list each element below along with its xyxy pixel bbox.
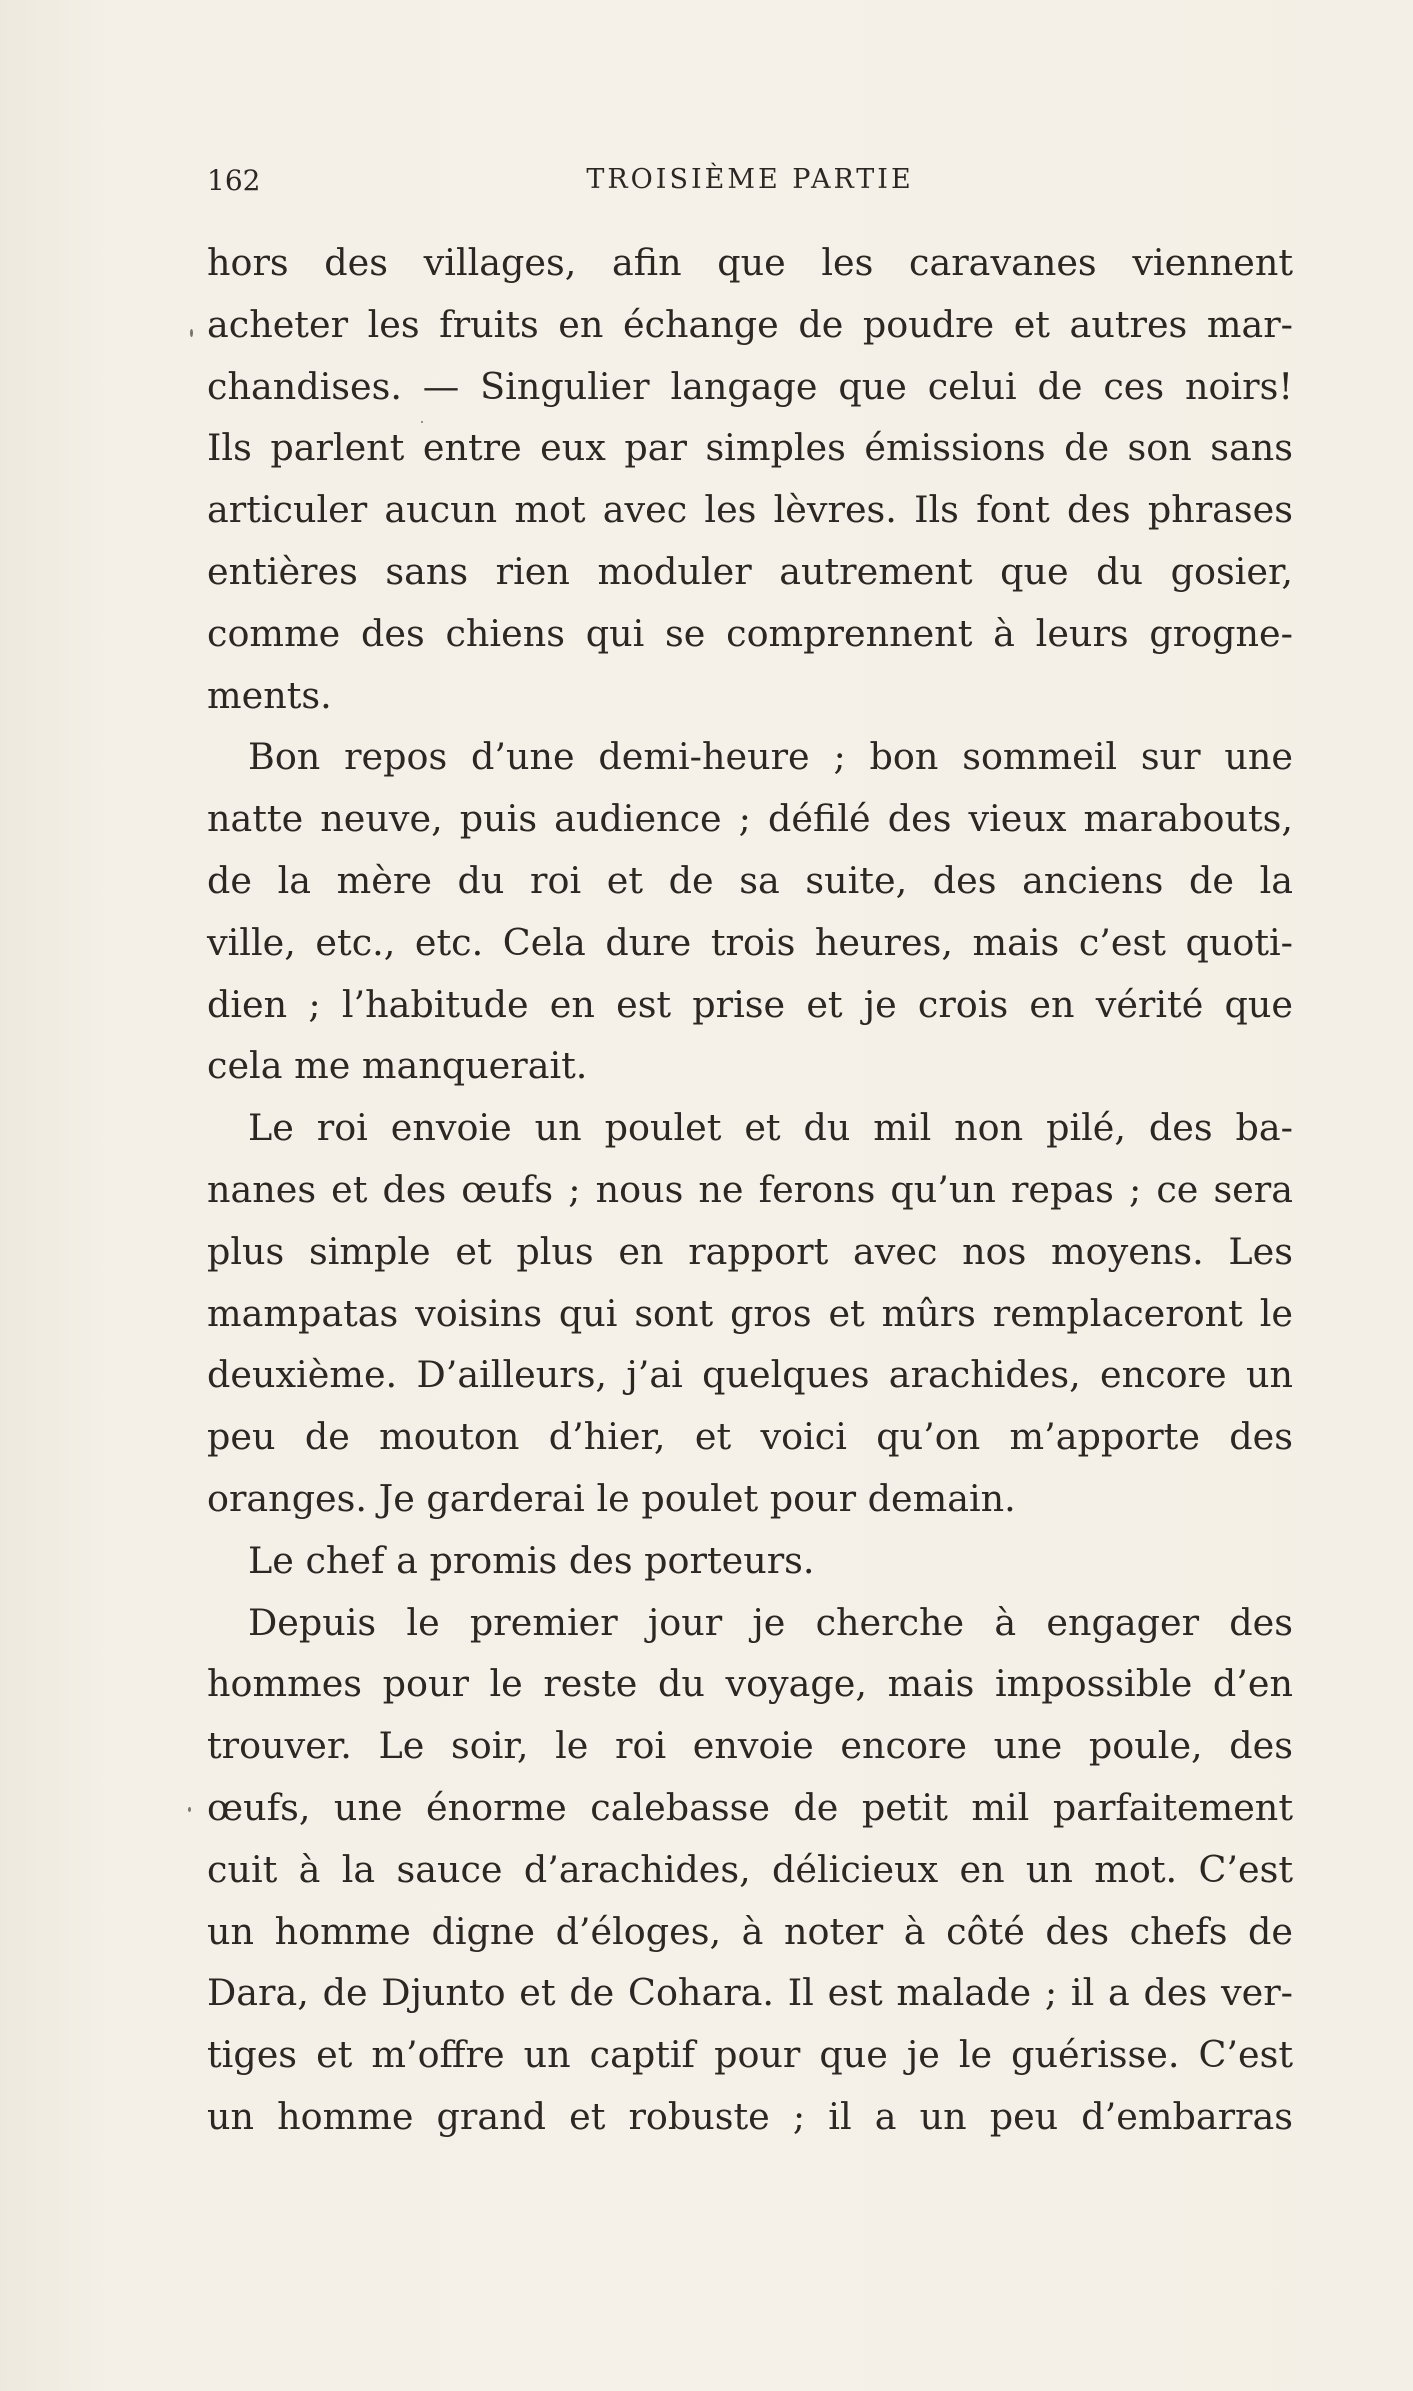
page-header <box>207 164 1293 204</box>
running-title: TROISIÈME PARTIE <box>586 164 914 195</box>
text-line: oranges. Je garderai le poulet pour demain. <box>207 1476 1016 1520</box>
text-line: Le roi envoie un poulet et du mil non pilé, des ba- <box>248 1106 1293 1150</box>
text-line: de la mère du roi et de sa suite, des anciens de la <box>207 858 1293 902</box>
text-line: natte neuve, puis audience ; défilé des vieux marabouts, <box>207 797 1293 841</box>
text-line: acheter les fruits en échange de poudre et autres mar- <box>207 302 1293 346</box>
text-line: ments. <box>207 673 332 717</box>
text-line: hommes pour le reste du voyage, mais impossible d’en <box>207 1662 1293 1706</box>
text-line: un homme grand et robuste ; il a un peu d’embarras <box>207 2094 1293 2138</box>
paper-speck <box>190 329 193 337</box>
text-line: peu de mouton d’hier, et voici qu’on m’apporte des <box>207 1415 1293 1459</box>
paragraph <box>207 726 1293 1097</box>
paragraph <box>207 1530 1293 1592</box>
text-line: entières sans rien moduler autrement que du gosier, <box>207 549 1293 593</box>
text-line: tiges et m’offre un captif pour que je le guérisse. C’est <box>207 2033 1293 2077</box>
text-line: Dara, de Djunto et de Cohara. Il est malade ; il a des ver- <box>207 1971 1293 2015</box>
paper-speck <box>188 1807 191 1812</box>
text-line: deuxième. D’ailleurs, j’ai quelques arachides, encore un <box>207 1353 1293 1397</box>
text-line: Ils parlent entre eux par simples émissions de son sans <box>207 426 1293 470</box>
text-line: trouver. Le soir, le roi envoie encore une poule, des <box>207 1724 1293 1768</box>
text-line: dien ; l’habitude en est prise et je crois en vérité que <box>207 982 1293 1026</box>
text-line: Le chef a promis des porteurs. <box>248 1538 815 1582</box>
body-text <box>207 232 1293 2148</box>
text-line: cela me manquerait. <box>207 1044 588 1088</box>
text-line: comme des chiens qui se comprennent à leurs grogne- <box>207 611 1293 655</box>
text-line: œufs, une énorme calebasse de petit mil parfaitement <box>207 1785 1293 1829</box>
text-line: hors des villages, afin que les caravanes viennent <box>207 241 1293 284</box>
text-line: cuit à la sauce d’arachides, délicieux en un mot. C’est <box>207 1847 1293 1891</box>
text-line: chandises. — Singulier langage que celui de ces noirs! <box>207 364 1293 408</box>
paper-speck <box>421 421 423 423</box>
text-line: plus simple et plus en rapport avec nos moyens. Les <box>207 1229 1293 1273</box>
text-line: mampatas voisins qui sont gros et mûrs remplaceront le <box>207 1291 1293 1335</box>
text-line: Bon repos d’une demi-heure ; bon sommeil sur une <box>248 735 1293 779</box>
text-line: Depuis le premier jour je cherche à engager des <box>248 1600 1293 1644</box>
text-line: nanes et des œufs ; nous ne ferons qu’un repas ; ce sera <box>207 1167 1293 1211</box>
text-line: un homme digne d’éloges, à noter à côté des chefs de <box>207 1909 1293 1953</box>
page-number: 162 <box>207 164 261 197</box>
paragraph <box>207 1097 1293 1530</box>
paragraph <box>207 232 1293 726</box>
text-line: articuler aucun mot avec les lèvres. Ils font des phrases <box>207 488 1293 532</box>
text-line: ville, etc., etc. Cela dure trois heures, mais c’est quoti- <box>207 920 1293 964</box>
paragraph <box>207 1592 1293 2148</box>
